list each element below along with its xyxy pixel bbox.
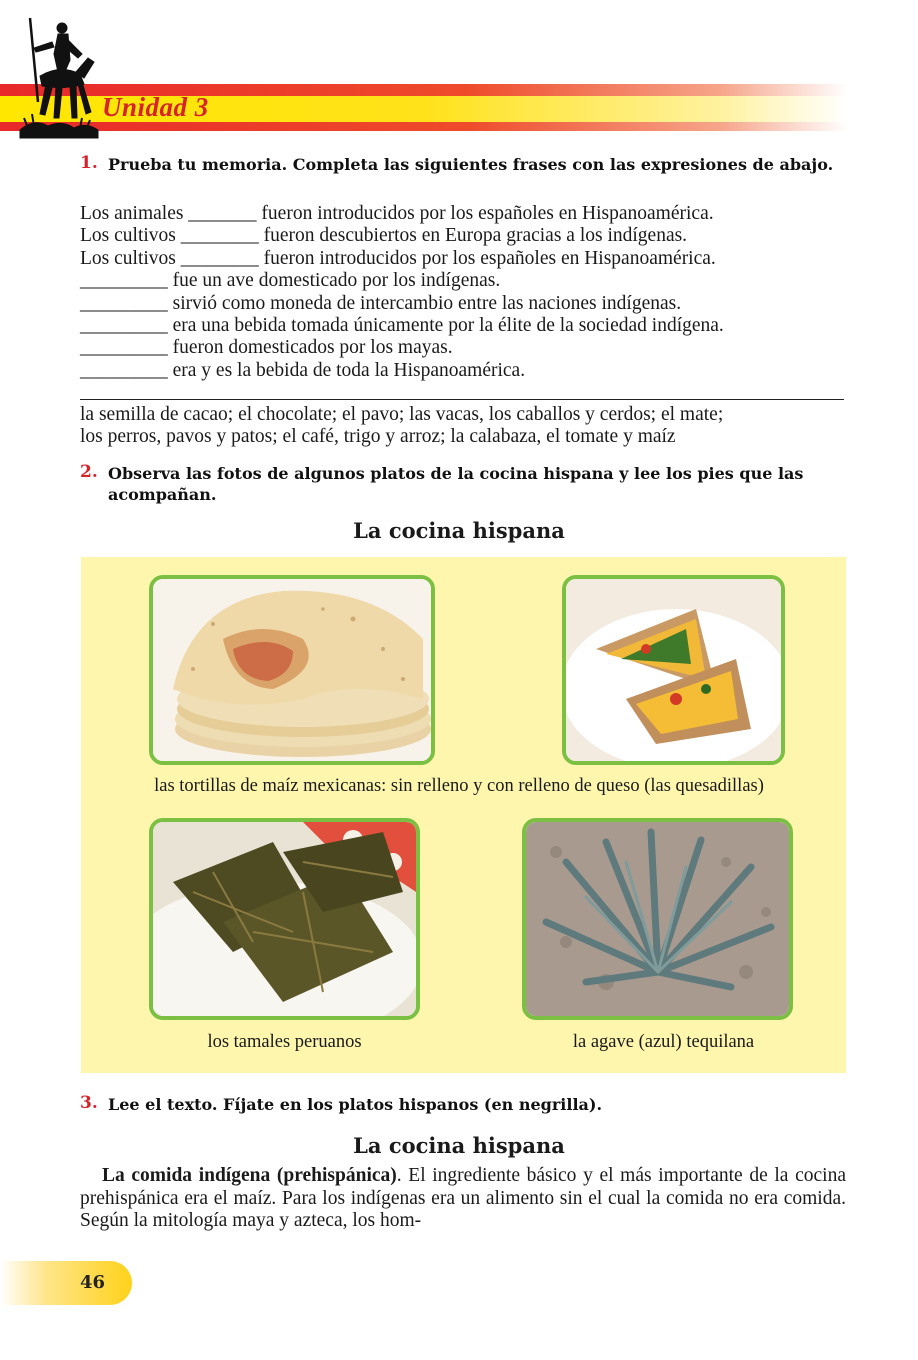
don-quixote-silhouette-icon [14,14,102,142]
exercise-3-number: 3. [80,1093,98,1113]
exercise-2-instruction: Observa las fotos de algunos platos de la cocina hispana y lee los pies que las acompañan. [108,464,804,504]
sentence-line: Los cultivos ________ fueron descubiertos en Europa gracias a los indígenas. [80,225,688,247]
sentence-line: _________ era y es la bebida de toda la Hispanoamérica. [80,359,526,381]
section-heading: La cocina hispana [353,518,565,543]
expressions-list [80,404,850,449]
caption-tamales: los tamales peruanos [207,1032,362,1052]
agave-photo [522,818,793,1020]
paragraph-text: . El ingrediente básico y el más importante de la cocina prehispánica era el maíz. Para los indígenas era un alimento sin el cual la comida no era comida. Según la mitología maya y azteca, los hom- [80,1165,846,1232]
sentence-line: _________ sirvió como moneda de intercambio entre las naciones indígenas. [80,292,682,314]
unit-title: Unidad 3 [102,92,209,122]
sentence-line: _________ fueron domesticados por los mayas. [80,337,453,359]
exercise-3-instruction: Lee el texto. Fíjate en los platos hispanos (en negrilla). [108,1095,603,1114]
tortillas-photo [149,575,435,765]
sentence-line: Los cultivos ________ fueron introducidos por los españoles en Hispanoamérica. [80,247,716,269]
page-number-tab [0,1261,132,1305]
caption-agave: la agave (azul) tequilana [572,1032,755,1052]
exercise-1-instruction: Prueba tu memoria. Completa las siguientes frases con las expresiones de abajo. [108,155,834,174]
sentence-line: _________ fue un ave domesticado por los indígenas. [80,270,501,292]
exercise-2-number: 2. [80,462,98,482]
exercise-1-sentences [80,203,850,382]
expressions-line: los perros, pavos y patos; el café, trigo y arroz; la calabaza, el tomate y maíz [80,426,676,448]
divider-line [80,399,844,400]
tamales-photo [149,818,420,1020]
quesadillas-photo [562,575,785,765]
expressions-line: la semilla de cacao; el chocolate; el pavo; las vacas, los caballos y cerdos; el mate; [80,404,724,425]
bold-term: La comida indígena (prehispánica) [102,1165,397,1186]
page-number: 46 [80,1272,106,1293]
section-heading: La cocina hispana [353,1133,565,1158]
body-paragraph [80,1165,846,1233]
header-band-bottom [0,122,848,131]
exercise-1-number: 1. [80,153,98,173]
sentence-line: _________ era una bebida tomada únicamente por la élite de la sociedad indígena. [80,315,724,337]
sentence-line: Los animales _______ fueron introducidos por los españoles en Hispanoamérica. [80,203,714,224]
caption-tortillas: las tortillas de maíz mexicanas: sin relleno y con relleno de queso (las quesadillas) [154,776,764,796]
